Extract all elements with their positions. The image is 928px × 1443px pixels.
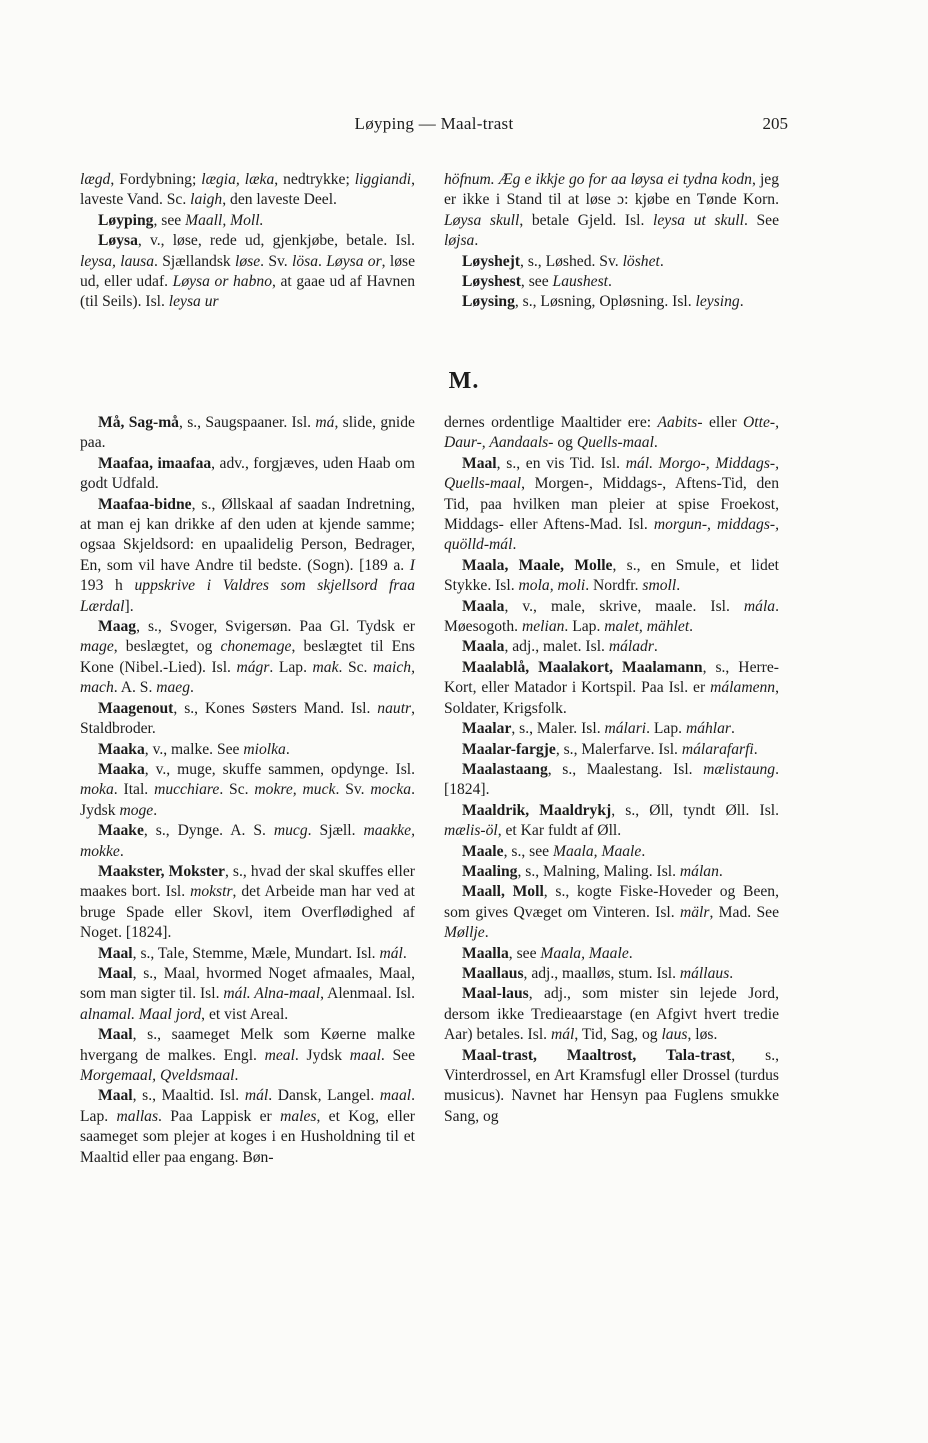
dictionary-entry xyxy=(80,1086,415,1168)
entry-italic-text: lægia, læka xyxy=(201,171,275,188)
column-top-left xyxy=(80,170,415,313)
entry-italic-text: maakke, mokke xyxy=(80,822,415,860)
entry-text: , løs. xyxy=(687,1026,718,1044)
entry-italic-text: leysing xyxy=(695,293,740,311)
entry-text: , adj., malet. Isl. xyxy=(504,638,609,656)
entry-headword: Maala, Maale, Molle xyxy=(462,556,613,574)
entry-headword: Maaldrik, Maaldrykj xyxy=(462,801,612,819)
entry-headword: Maag xyxy=(98,618,137,636)
entry-headword: Maallaus xyxy=(462,964,524,982)
entry-text: . Paa Lappisk er xyxy=(158,1107,281,1125)
running-head: Løyping — Maal-trast xyxy=(354,114,514,133)
entry-italic-text: máhlar xyxy=(685,720,731,738)
entry-headword: Maafaa, imaafaa xyxy=(98,454,212,472)
entry-italic-text: smoll xyxy=(642,577,677,595)
dictionary-entry xyxy=(444,842,779,862)
dictionary-entry xyxy=(444,964,779,984)
dictionary-entry xyxy=(80,944,415,964)
entry-text: , s., Løshed. Sv. xyxy=(520,252,623,270)
entry-text: , laveste Vand. Sc. xyxy=(80,171,415,209)
entry-italic-text: mál xyxy=(379,944,403,962)
entry-italic-text: Quells-maal xyxy=(576,434,654,452)
entry-headword: Maal xyxy=(98,964,133,982)
entry-italic-text: mál xyxy=(550,1026,575,1044)
entry-text: . xyxy=(234,1067,239,1084)
entry-headword: Må, Sag-må xyxy=(98,414,179,431)
entry-text: , see xyxy=(153,211,186,229)
entry-text: , adv., forgjæves, uden Haab om godt Udfald. xyxy=(80,454,415,493)
entry-headword: Maaka xyxy=(98,740,145,758)
entry-text: , see xyxy=(508,944,541,962)
entry-italic-text: Løysa or xyxy=(326,252,382,270)
entry-text: , s., see xyxy=(503,842,553,860)
entry-text: . Lap. xyxy=(269,658,313,676)
entry-headword: Maaka xyxy=(98,760,145,778)
entry-text: , s., Maalestang. Isl. xyxy=(547,760,704,778)
entry-text: . Nordfr. xyxy=(585,577,643,595)
entry-text: 193 h xyxy=(80,577,135,595)
dictionary-entry xyxy=(80,1025,415,1086)
entry-italic-text: mála xyxy=(743,597,776,615)
entry-text: . xyxy=(689,618,694,636)
dictionary-entry xyxy=(444,1046,779,1128)
entry-text: . Dansk, Langel. xyxy=(268,1087,380,1105)
dictionary-entry xyxy=(80,617,415,699)
entry-italic-text: höfnum. Æg e ikkje go for aa løysa ei tydna kodn xyxy=(444,171,752,188)
dictionary-entry xyxy=(80,454,415,495)
entry-italic-text: maal xyxy=(379,1087,412,1105)
entry-italic-text: Maall, Moll. xyxy=(185,211,264,229)
column-bottom-left xyxy=(80,413,415,1168)
entry-text: . xyxy=(512,536,517,554)
entry-italic-text: Maala, Maale xyxy=(552,842,642,860)
entry-text: . xyxy=(641,842,646,860)
entry-italic-text: laigh xyxy=(190,191,223,209)
entry-text: . xyxy=(676,577,681,595)
entry-text: , løse ud, eller udaf. xyxy=(80,252,415,291)
entry-headword: Maalastaang xyxy=(462,760,548,778)
entry-italic-text: uppskrive i Valdres som skjellsord fraa Lærdal xyxy=(80,577,415,615)
entry-italic-text: morgun-, middags-, quölld-mál xyxy=(444,516,779,554)
entry-text: . See xyxy=(743,211,779,229)
entry-text: , s., Kones Søsters Mand. Isl. xyxy=(173,699,378,717)
dictionary-entry xyxy=(444,597,779,638)
entry-italic-text: mucchiare xyxy=(154,781,220,799)
dictionary-entry xyxy=(444,801,779,842)
entry-text: . xyxy=(739,293,744,311)
entry-italic-text: mage xyxy=(80,638,114,656)
dictionary-entry xyxy=(80,740,415,760)
entry-headword: Løysing xyxy=(462,293,515,311)
dictionary-entry xyxy=(444,170,779,252)
entry-text: . xyxy=(190,679,194,697)
entry-headword: Maall, Moll xyxy=(462,883,544,901)
entry-text: , s., Maal, hvormed Noget afmaales, Maal, som man sigter til. Isl. xyxy=(80,964,415,1003)
entry-headword: Maaling xyxy=(462,862,518,880)
entry-headword: Maala xyxy=(462,597,505,615)
entry-headword: Maakster, Mokster xyxy=(98,862,225,880)
entry-italic-text: miolka xyxy=(243,740,286,758)
entry-headword: Maalla xyxy=(462,944,509,962)
entry-italic-text: moka xyxy=(80,781,114,799)
entry-italic-text: males xyxy=(280,1107,317,1125)
entry-text: . Møesogoth. xyxy=(444,597,779,636)
entry-italic-text: Aabits- xyxy=(657,414,703,431)
entry-text: . xyxy=(653,434,658,452)
entry-text: . xyxy=(718,862,723,880)
entry-italic-text: malet, mählet xyxy=(604,618,690,636)
page-header xyxy=(80,114,788,142)
entry-headword: Løyping xyxy=(98,211,154,229)
dictionary-entry xyxy=(444,658,779,719)
dictionary-entry xyxy=(444,454,779,556)
entry-headword: Maake xyxy=(98,822,144,840)
entry-text: . Sv. xyxy=(260,252,293,270)
entry-text: , s., Herre-Kort, eller Matador i Kortspil. Paa Isl. er xyxy=(444,658,779,697)
entry-text: , s., saameget Melk som Køerne malke hvergang de malkes. Engl. xyxy=(80,1026,415,1064)
entry-text: , s., Malning, Maling. Isl. xyxy=(517,862,680,880)
dictionary-entry xyxy=(444,413,779,454)
entry-text: ]. xyxy=(124,597,134,615)
section-letter: M. xyxy=(448,368,480,394)
dictionary-entry xyxy=(444,740,779,760)
entry-headword: Maal-trast, Maaltrost, Tala-trast xyxy=(462,1046,732,1064)
entry-text: , Soldater, Krigsfolk. xyxy=(444,679,779,717)
entry-text: . Sc. xyxy=(338,658,373,676)
entry-text: . Sjæll. xyxy=(307,822,364,840)
entry-text: . xyxy=(628,944,633,962)
entry-text: . xyxy=(153,801,158,819)
dictionary-entry xyxy=(80,231,415,313)
entry-italic-text: málan xyxy=(679,862,719,880)
entry-headword: Maal xyxy=(98,944,133,962)
entry-headword: Maalar-fargje xyxy=(462,740,556,758)
entry-italic-text: liggiandi xyxy=(354,171,412,188)
entry-italic-text: maal xyxy=(349,1046,381,1064)
entry-text: , s., Saugspaaner. Isl. xyxy=(178,414,316,431)
entry-text: , s., en vis Tid. Isl. xyxy=(496,454,626,472)
entry-text: , nedtrykke; xyxy=(274,171,355,188)
entry-text: , slide, gnide paa. xyxy=(80,414,415,452)
dictionary-entry xyxy=(80,495,415,617)
entry-italic-text: moge xyxy=(119,801,154,819)
entry-italic-text: mallas xyxy=(116,1107,159,1125)
entry-text: , s., Øll, tyndt Øll. Isl. xyxy=(611,801,779,819)
entry-italic-text: mállaus xyxy=(679,964,730,982)
entry-text: , jeg er ikke i Stand til at løse ɔ: kjøbe en Tønde Korn. xyxy=(444,171,779,209)
entry-headword: Maal-laus xyxy=(462,985,529,1003)
entry-text: , adj., maalløs, stum. Isl. xyxy=(523,964,680,982)
dictionary-entry xyxy=(444,862,779,882)
entry-headword: Maale xyxy=(462,842,504,860)
entry-text: . Lap. xyxy=(646,720,686,738)
entry-text: , s., Malerfarve. Isl. xyxy=(555,740,682,758)
entry-text: , s., Maler. Isl. xyxy=(511,720,605,738)
column-top-right xyxy=(444,170,779,313)
entry-text: , v., løse, rede ud, gjenkjøbe, betale. Isl. xyxy=(137,232,415,250)
entry-italic-text: leysa, lausa xyxy=(80,252,155,270)
dictionary-entry xyxy=(80,699,415,740)
column-bottom-right xyxy=(444,413,779,1127)
entry-italic-text: Morgemaal, Qveldsmaal xyxy=(80,1067,235,1084)
entry-text: , et vist Areal. xyxy=(201,1005,289,1023)
entry-italic-text: mak xyxy=(312,658,339,676)
entry-italic-text: mokstr xyxy=(190,883,233,901)
entry-italic-text: I xyxy=(409,556,415,574)
entry-text: . Jydsk xyxy=(80,781,416,819)
dictionary-entry xyxy=(444,556,779,597)
dictionary-entry xyxy=(444,719,779,739)
entry-text: , Alenmaal. Isl. xyxy=(320,985,415,1003)
entry-italic-text: løjsa xyxy=(444,232,475,250)
page-number: 205 xyxy=(762,114,788,133)
entry-text: , v., muge, skuffe sammen, opdynge. Isl. xyxy=(144,760,415,778)
dictionary-entry xyxy=(80,862,415,944)
entry-text: . xyxy=(753,740,758,758)
entry-italic-text: leysa ut skull xyxy=(653,211,744,229)
entry-text: . Sc. xyxy=(219,781,255,799)
entry-headword: Maafaa-bidne xyxy=(98,495,192,513)
entry-text: , det Arbeide man har ved at bruge Spade eller Skovl, item Overflødighed af Noget. [1824]. xyxy=(80,883,415,942)
entry-italic-text: mælis-öl xyxy=(444,822,498,840)
entry-italic-text: mælistaung xyxy=(703,760,776,778)
entry-text: . xyxy=(474,232,479,250)
entry-italic-text: málamenn xyxy=(710,679,776,697)
entry-text: , at gaae ud af Havnen (til Seils). Isl. xyxy=(80,273,415,311)
entry-italic-text: Møllje xyxy=(444,924,485,942)
dictionary-entry xyxy=(444,882,779,943)
entry-text: , den laveste Deel. xyxy=(222,191,337,209)
entry-text: , s., Maaltid. Isl. xyxy=(132,1087,245,1105)
dictionary-entry xyxy=(444,984,779,1045)
entry-text: . xyxy=(731,720,735,738)
entry-italic-text: leysa ur xyxy=(168,293,219,311)
entry-italic-text: máladr xyxy=(608,638,654,656)
entry-italic-text: nautr xyxy=(377,699,412,717)
entry-headword: Løyshest xyxy=(462,273,521,291)
entry-text: , s., kogte Fiske-Hoveder og Been, som gives Qvæget om Vinteren. Isl. xyxy=(444,883,779,921)
entry-headword: Maagenout xyxy=(98,699,174,717)
entry-text: . A. S. xyxy=(113,679,157,697)
entry-headword: Maala xyxy=(462,638,505,656)
entry-text: , beslægtet til Ens Kone (Nibel.-Lied). Isl. xyxy=(80,638,415,676)
entry-text: , v., male, skrive, maale. Isl. xyxy=(504,597,744,615)
entry-text: . Ital. xyxy=(113,781,155,799)
dictionary-entry xyxy=(80,413,415,454)
entry-text: . See xyxy=(380,1046,416,1064)
entry-italic-text: melian xyxy=(521,618,565,636)
entry-text: , Morgen-, Middags-, Aftens-Tid, den Tid, paa hvilken man pleier at spise Froekost, Middags- eller Aftens-Mad. Isl. xyxy=(444,475,779,534)
entry-text: . Sv. xyxy=(335,781,371,799)
dictionary-entry xyxy=(444,292,779,312)
entry-text: , s., Løsning, Opløsning. Isl. xyxy=(514,293,696,311)
entry-headword: Maal xyxy=(462,454,497,472)
entry-text: , s., hvad der skal skuffes eller maakes bort. Isl. xyxy=(80,862,416,901)
dictionary-entry xyxy=(444,760,779,801)
entry-italic-text: mälr xyxy=(679,903,710,921)
entry-text: . xyxy=(484,924,489,942)
entry-italic-text: mokre, muck xyxy=(254,781,336,799)
entry-text: , Staldbroder. xyxy=(80,699,415,738)
entry-text: , v., malke. See xyxy=(144,740,244,758)
dictionary-entry xyxy=(80,964,415,1025)
entry-text: , Tid, Sag, og xyxy=(574,1026,662,1044)
entry-italic-text: mál. Alna-maal xyxy=(223,985,321,1003)
entry-text: , s., Vinterdrossel, en Art Kramsfugl eller Drossel (turdus musicus). Navnet har Hensyn paa Fuglens smukke Sang, og xyxy=(444,1046,779,1125)
entry-text: . Lap. xyxy=(80,1087,415,1125)
entry-italic-text: Løysa or habno xyxy=(172,273,272,291)
dictionary-entry xyxy=(444,944,779,964)
entry-text: , et Kog, eller saameget som plejer at koges i en Husholdning til et Maaltid eller paa engang. Bøn- xyxy=(80,1107,415,1166)
entry-text: eller xyxy=(702,414,744,431)
entry-headword: Løyshejt xyxy=(462,252,521,270)
entry-headword: Maal xyxy=(98,1026,133,1044)
entry-italic-text: mágr xyxy=(236,658,270,676)
entry-text: og xyxy=(553,434,577,452)
entry-text: . Sjællandsk xyxy=(154,252,236,270)
entry-italic-text: mucg xyxy=(273,822,308,840)
entry-text: , adj., som mister sin lejede Jord, dersom ikke Tredieaarstage (en Afgivt hvert tredie Aar) betales. Isl. xyxy=(444,985,779,1044)
entry-italic-text: chonemage xyxy=(220,638,292,656)
entry-text: . xyxy=(729,964,734,982)
entry-text: . xyxy=(285,740,290,758)
entry-italic-text: mál. Morgo-, Middags-, Quells-maal xyxy=(444,454,780,493)
entry-headword: Løysa xyxy=(98,232,138,250)
entry-italic-text: lægd xyxy=(80,171,111,188)
entry-italic-text: Løysa skull xyxy=(444,211,520,229)
entry-text: , Fordybning; xyxy=(110,171,202,188)
entry-text: . [1824]. xyxy=(444,760,779,799)
entry-text: , s., Øllskaal af saadan Indretning, at man ej kan drikke af den uden at kjende samme; ogsaa Skjeldsord: en upaalidelig Person, Bedrager, En, som vil have Andre til bedste. (Sogn). [189 a. xyxy=(80,495,415,574)
entry-italic-text: málarafarfi xyxy=(681,740,754,758)
dictionary-entry xyxy=(80,821,415,862)
dictionary-entry xyxy=(80,760,415,821)
entry-headword: Maalar xyxy=(462,720,512,738)
dictionary-entry xyxy=(444,252,779,272)
entry-text: . xyxy=(608,273,612,291)
entry-text: , s., Tale, Stemme, Mæle, Mundart. Isl. xyxy=(132,944,380,962)
entry-text: , Mad. See xyxy=(709,903,779,921)
entry-italic-text: mál xyxy=(244,1087,269,1105)
dictionary-entry xyxy=(80,211,415,231)
entry-text: . xyxy=(653,638,658,656)
entry-italic-text: Otte-, Daur-, Aandaals- xyxy=(444,414,779,452)
entry-text: , betale Gjeld. Isl. xyxy=(519,211,654,229)
entry-text: . xyxy=(318,252,327,270)
dictionary-entry xyxy=(80,170,415,211)
entry-italic-text: maeg xyxy=(156,679,191,697)
entry-italic-text: Maala, Maale xyxy=(540,944,629,962)
entry-text: . xyxy=(659,252,664,270)
entry-italic-text: lösa xyxy=(292,252,319,270)
entry-italic-text: mocka xyxy=(370,781,412,799)
entry-text: , s., Dynge. A. S. xyxy=(143,822,274,840)
entry-text: , s., en Smule, et lidet Stykke. Isl. xyxy=(444,556,779,595)
entry-italic-text: løse xyxy=(235,252,261,270)
entry-italic-text: má xyxy=(315,414,335,431)
entry-text: dernes ordentlige Maaltider ere: xyxy=(444,414,658,431)
dictionary-entry xyxy=(444,272,779,292)
entry-headword: Maalablå, Maalakort, Maalamann xyxy=(462,658,703,676)
entry-text: , s., Svoger, Svigersøn. Paa Gl. Tydsk er xyxy=(136,618,415,636)
entry-italic-text: laus xyxy=(661,1026,688,1044)
entry-italic-text: meal xyxy=(264,1046,295,1064)
entry-headword: Maal xyxy=(98,1087,133,1105)
entry-text: , see xyxy=(520,273,553,291)
entry-text: . Jydsk xyxy=(294,1046,350,1064)
entry-text: . Lap. xyxy=(564,618,605,636)
entry-italic-text: mola, moli xyxy=(518,577,586,595)
entry-text: . xyxy=(119,842,124,860)
entry-italic-text: maich, mach xyxy=(80,658,416,697)
dictionary-entry xyxy=(444,637,779,657)
entry-italic-text: alnamal. Maal jord xyxy=(80,1005,202,1023)
entry-text: . xyxy=(402,944,407,962)
entry-italic-text: málari xyxy=(604,720,647,738)
entry-italic-text: Laushest xyxy=(552,273,608,291)
entry-italic-text: löshet xyxy=(622,252,660,270)
entry-text: , et Kar fuldt af Øll. xyxy=(497,822,622,840)
entry-text: , beslægtet, og xyxy=(113,638,221,656)
